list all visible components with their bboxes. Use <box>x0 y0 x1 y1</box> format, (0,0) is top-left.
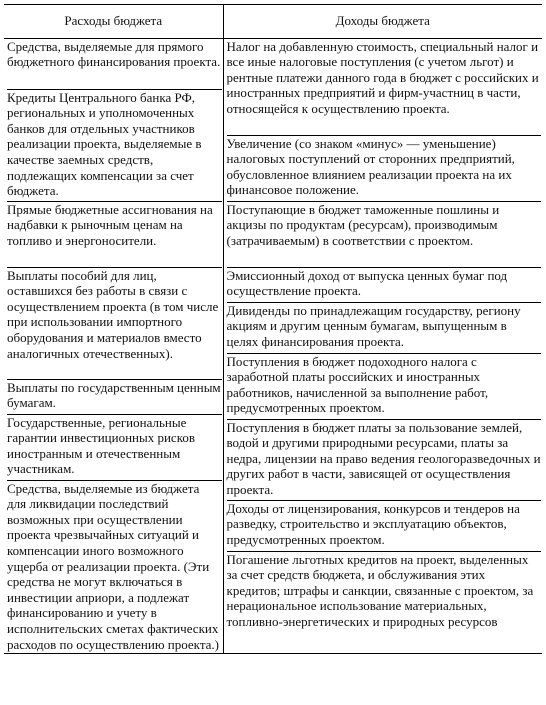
expense-item: Кредиты Центрального банка РФ, региональных и уполномоченных банков для отдельных участников реализации проекта, выделяемые в качестве заемных средств, подлежащих компенсации за счет бюджета. <box>7 90 222 202</box>
revenue-item: Эмиссионный доход от выпуска ценных бумаг под осуществление проекта. <box>227 268 542 303</box>
revenue-item: Налог на добавленную стоимость, специальный налог и все иные налоговые поступления (с учетом льгот) и рентные платежи данного года в бюджет с российских и иностранных предприятий и фирм-участниц в части, относящейся к осуществлению проекта. <box>227 39 542 136</box>
revenue-item: Увеличение (со знаком «минус» — уменьшение) налоговых поступлений от сторонних предприятий, обусловленное влиянием реализации проекта на их финансовое положение. <box>227 136 542 202</box>
table-header-row <box>4 5 542 39</box>
expense-item: Средства, выделяемые для прямого бюджетного финансирования проекта. <box>7 39 222 90</box>
budget-table <box>4 4 542 654</box>
revenue-item: Доходы от лицензирования, конкурсов и тендеров на разведку, строительство и эксплуатацию объектов, предусмотренных проектом. <box>227 501 542 552</box>
table-body-row <box>4 38 542 654</box>
revenue-item: Поступающие в бюджет таможенные пошлины и акцизы по продуктам (ресурсам), производимым (затрачиваемым) в соответствии с проектом. <box>227 202 542 268</box>
expenses-column <box>4 38 223 654</box>
header-revenues: Доходы бюджета <box>223 5 542 39</box>
revenue-item: Поступления в бюджет подоходного налога с заработной платы российских и иностранных работников, начисленной за выполнение работ, предусмотренных проектом. <box>227 354 542 420</box>
expense-item: Средства, выделяемые из бюджета для ликвидации последствий возможных при осуществлении проекта чрезвычайных ситуаций и компенсации иного возможного ущерба от реализации проекта. (Эти средства не могут включаться в инвестиции априори, а подлежат финансированию и учету в исполнительских сметах фактических расходов по осуществлению проекта.) <box>7 480 220 652</box>
revenues-column <box>223 38 542 654</box>
expense-item: Выплаты пособий для лиц, оставшихся без работы в связи с осуществлением проекта (в том числе при использовании импортного оборудования и материалов вместо аналогичных отечественных). <box>7 268 222 380</box>
expense-item: Выплаты по государственным ценным бумагам. <box>7 380 222 415</box>
revenue-item: Поступления в бюджет платы за пользование землей, водой и другими природными ресурсами, платы за недра, лицензии на право ведения геологоразведочных и других работ в части, зависящей от осуществления проекта. <box>227 420 542 501</box>
revenue-item: Погашение льготных кредитов на проект, выделенных за счет средств бюджета, и обслуживания этих кредитов; штрафы и санкции, связанные с проектом, за нерациональное использование материальных, топливно-энергетических и природных ресурсов <box>226 551 534 629</box>
header-expenses: Расходы бюджета <box>4 5 223 39</box>
expense-item: Государственные, региональные гарантии инвестиционных рисков иностранным и отечественным участникам. <box>7 415 222 481</box>
revenue-item: Дивиденды по принадлежащим государству, региону акциям и другим ценным бумагам, выпущенным в целях финансирования проекта. <box>227 303 542 354</box>
expense-item: Прямые бюджетные ассигнования на надбавки к рыночным ценам на топливо и энергоносители. <box>7 202 222 268</box>
